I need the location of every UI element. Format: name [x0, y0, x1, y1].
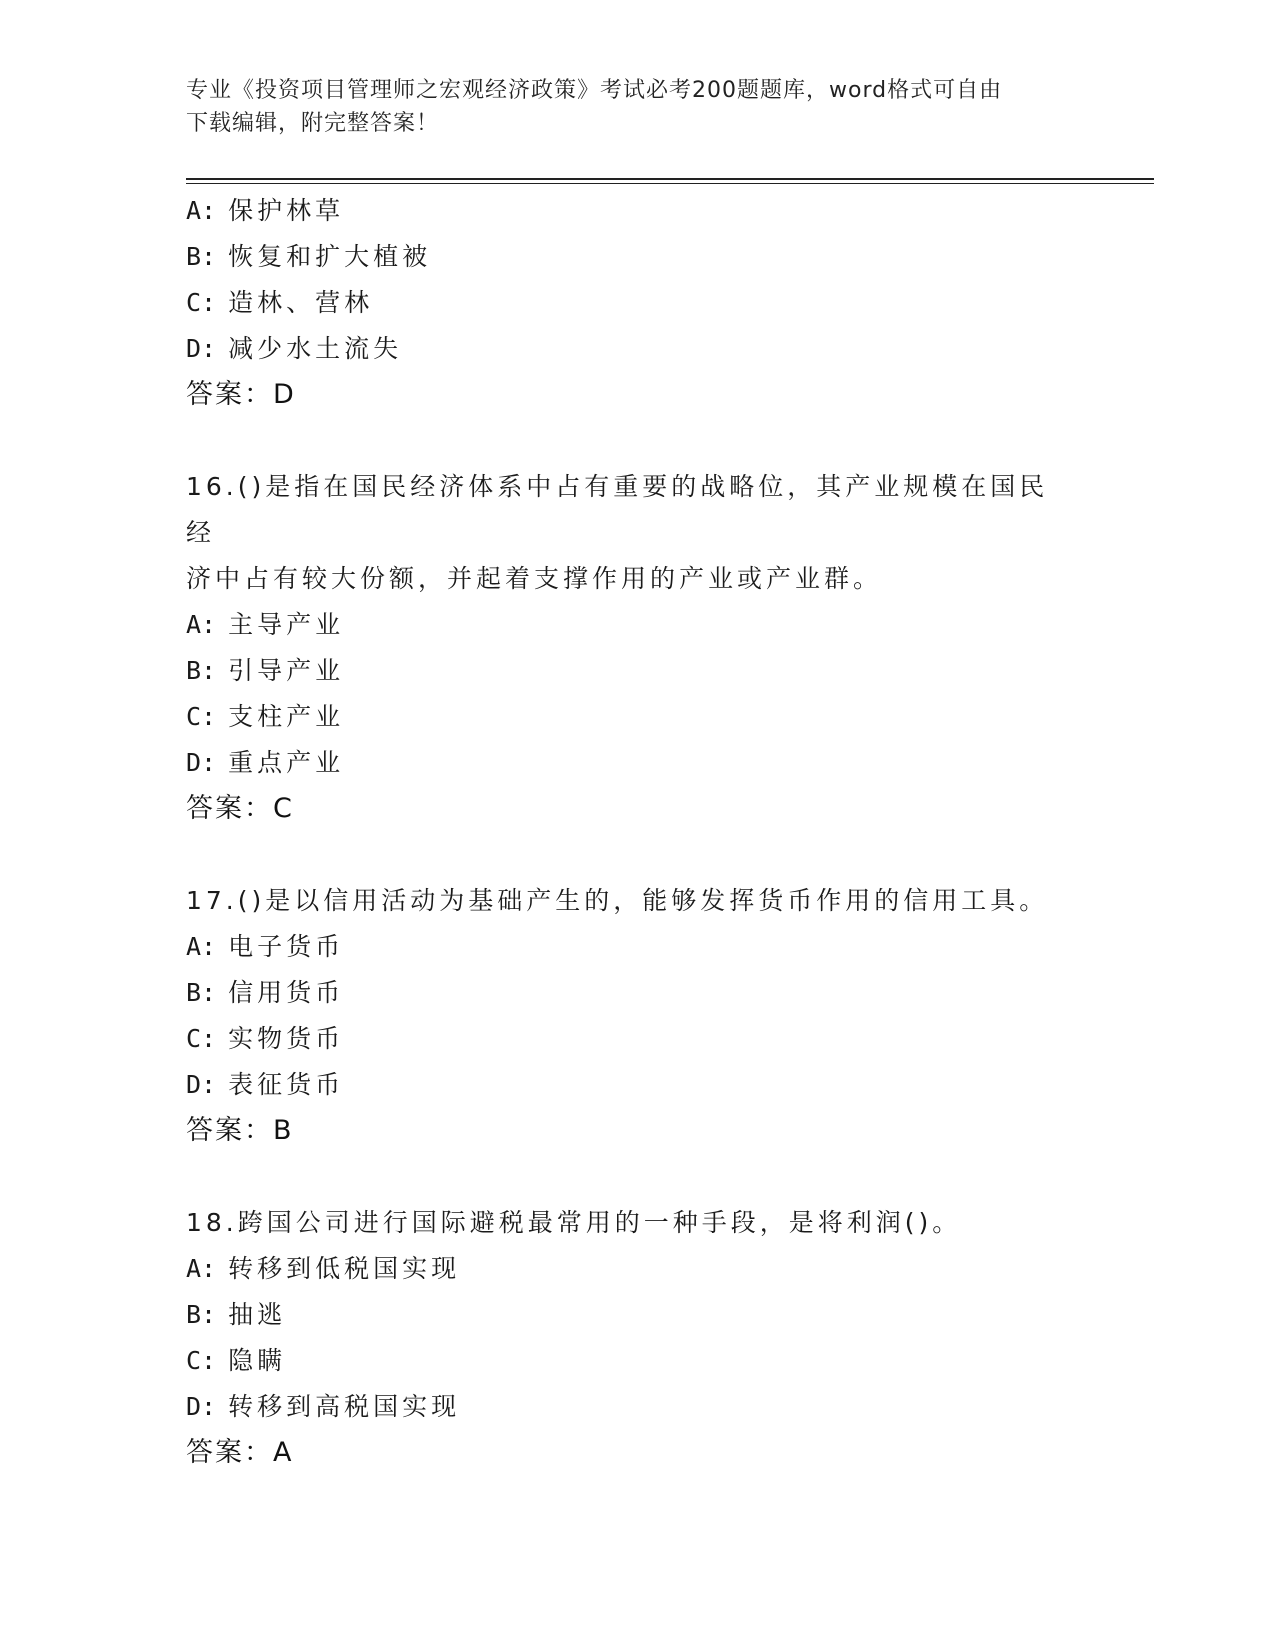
option-text: 电子货币: [228, 932, 345, 961]
option-text: 实物货币: [228, 1024, 345, 1053]
question-stem-line: 济中占有较大份额，并起着支撑作用的产业或产业群。: [186, 564, 883, 593]
question-stem-line: 17.()是以信用活动为基础产生的，能够发挥货币作用的信用工具。: [186, 886, 1049, 915]
question-stem: [186, 464, 1066, 602]
option-c: [186, 280, 1086, 326]
option-letter: A:: [186, 610, 217, 639]
question-stem: [186, 878, 1066, 924]
option-letter: C:: [186, 1346, 217, 1375]
option-letter: A:: [186, 1254, 217, 1283]
option-c: [186, 1016, 1086, 1062]
option-a: [186, 1246, 1086, 1292]
question-18: [186, 1200, 1086, 1476]
header-rule-thick: [186, 178, 1154, 180]
option-text: 转移到低税国实现: [228, 1254, 461, 1283]
option-text: 支柱产业: [228, 702, 345, 731]
option-c: [186, 1338, 1086, 1384]
option-text: 转移到高税国实现: [228, 1392, 461, 1421]
option-text: 恢复和扩大植被: [228, 242, 432, 271]
option-letter: C:: [186, 288, 217, 317]
option-b: [186, 970, 1086, 1016]
option-a: [186, 602, 1086, 648]
option-letter: B:: [186, 656, 217, 685]
header-line-1: 专业《投资项目管理师之宏观经济政策》考试必考200题题库，word格式可自由: [186, 78, 1003, 103]
option-letter: B:: [186, 242, 217, 271]
document-header: [186, 74, 1086, 140]
answer-line: 答案：C: [186, 793, 294, 824]
option-letter: C:: [186, 702, 217, 731]
option-b: [186, 1292, 1086, 1338]
option-letter: A:: [186, 932, 217, 961]
option-text: 隐瞒: [228, 1346, 287, 1375]
option-text: 重点产业: [228, 748, 345, 777]
option-c: [186, 694, 1086, 740]
option-text: 抽逃: [228, 1300, 287, 1329]
option-letter: D:: [186, 1392, 217, 1421]
option-text: 造林、营林: [228, 288, 374, 317]
option-text: 信用货币: [228, 978, 345, 1007]
option-letter: A:: [186, 196, 217, 225]
header-rule-thin: [186, 183, 1154, 184]
header-line-2: 下载编辑，附完整答案！: [186, 111, 440, 136]
answer-line: 答案：A: [186, 1437, 294, 1468]
option-d: [186, 1384, 1086, 1430]
question-17: [186, 878, 1086, 1154]
option-letter: B:: [186, 978, 217, 1007]
option-letter: D:: [186, 334, 217, 363]
option-a: [186, 188, 1086, 234]
question-15-continued: [186, 188, 1086, 418]
option-d: [186, 1062, 1086, 1108]
option-letter: D:: [186, 748, 217, 777]
option-a: [186, 924, 1086, 970]
answer-line: 答案：B: [186, 1115, 294, 1146]
option-d: [186, 326, 1086, 372]
option-b: [186, 648, 1086, 694]
option-letter: C:: [186, 1024, 217, 1053]
option-d: [186, 740, 1086, 786]
question-16: [186, 464, 1086, 832]
question-stem-line: 18.跨国公司进行国际避税最常用的一种手段，是将利润()。: [186, 1208, 962, 1237]
option-letter: D:: [186, 1070, 217, 1099]
option-text: 减少水土流失: [228, 334, 403, 363]
answer-line: 答案：D: [186, 379, 296, 410]
question-stem: [186, 1200, 1066, 1246]
option-letter: B:: [186, 1300, 217, 1329]
question-stem-line: 16.()是指在国民经济体系中占有重要的战略位，其产业规模在国民经: [186, 472, 1049, 547]
option-text: 表征货币: [228, 1070, 345, 1099]
option-b: [186, 234, 1086, 280]
option-text: 引导产业: [228, 656, 345, 685]
option-text: 主导产业: [228, 610, 345, 639]
question-list: [186, 188, 1086, 1476]
option-text: 保护林草: [228, 196, 345, 225]
